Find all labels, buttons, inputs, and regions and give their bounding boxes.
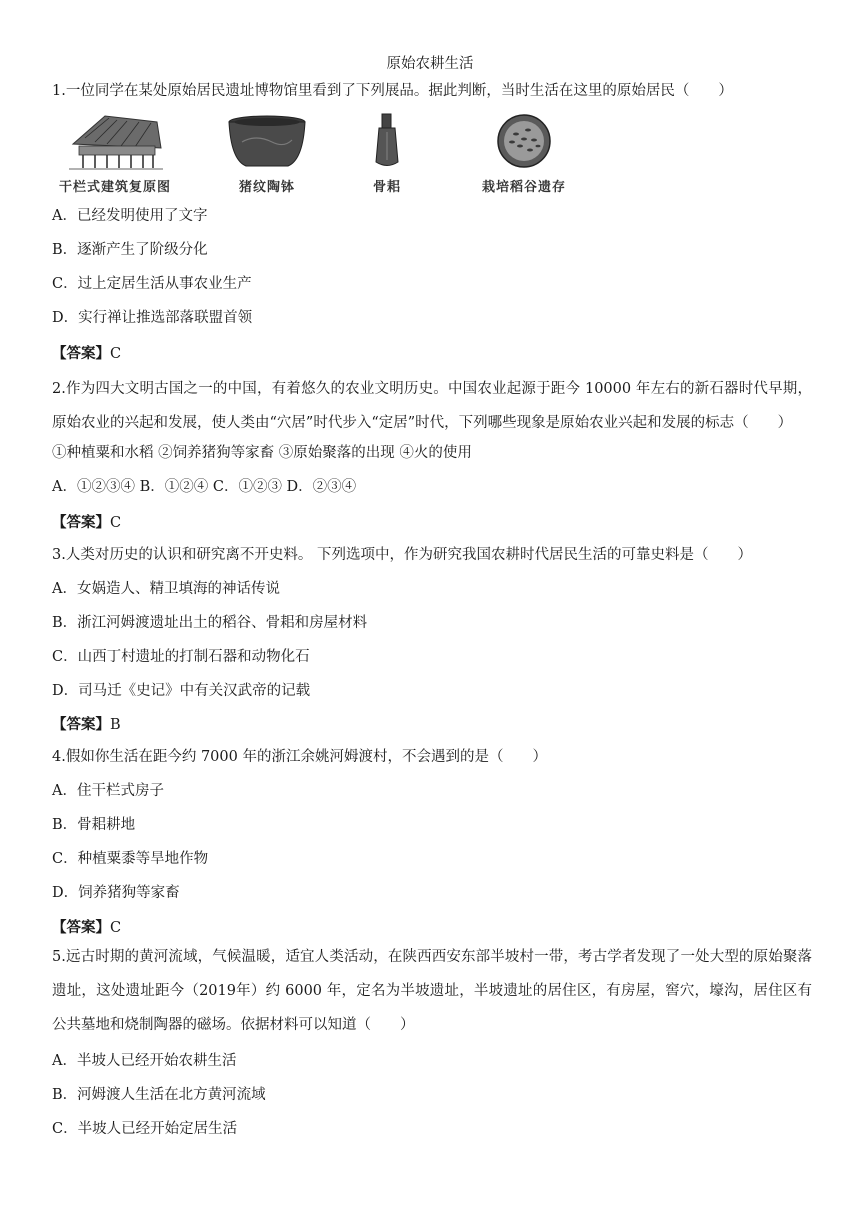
question-4-option-b: B．骨耜耕地 [52,817,136,833]
question-2-items: ①种植粟和水稻 ②饲养猪狗等家畜 ③原始聚落的出现 ④火的使用 [52,445,472,461]
rice-remains-icon [494,112,554,170]
figure-caption: 猪纹陶钵 [238,180,295,195]
rice-remains-figure [464,112,584,195]
question-3-option-d: D．司马迁《史记》中有关汉武帝的记载 [52,683,311,699]
pottery-bowl-figure [212,112,322,195]
pottery-bowl-icon [222,112,312,170]
question-3-option-c: C．山西丁村遗址的打制石器和动物化石 [52,649,310,665]
question-5-option-a: A．半坡人已经开始农耕生活 [52,1053,237,1069]
question-1-answer: 【答案】C [52,345,122,362]
question-2-options: A．①②③④ B．①②④ C．①②③ D．②③④ [52,479,357,495]
question-4-stem: 4.假如你生活在距今约 7000 年的浙江余姚河姆渡村，不会遇到的是（ ） [52,749,547,765]
question-4-option-c: C．种植粟黍等旱地作物 [52,851,209,867]
question-5-option-b: B．河姆渡人生活在北方黄河流域 [52,1087,266,1103]
question-2-answer: 【答案】C [52,514,122,531]
question-4-option-d: D．饲养猪狗等家畜 [52,885,180,901]
question-1-option-c: C．过上定居生活从事农业生产 [52,276,252,292]
question-3-stem: 3.人类对历史的认识和研究离不开史料。 下列选项中，作为研究我国农耕时代居民生活的可靠史料是（ ） [52,547,752,563]
question-4-option-a: A．住干栏式房子 [52,783,164,799]
page-title: 原始农耕生活 [386,56,474,72]
question-1-figures [52,112,592,194]
question-2-stem: 2.作为四大文明古国之一的中国，有着悠久的农业文明历史。中国农业起源于距今 10000 年左右的新石器时代早期，原始农业的兴起和发展，使人类由“穴居”时代步入“定居”时代，下列哪些现象是原始农业兴起和发展的标志（ ） [52,381,812,431]
figure-caption: 骨耜 [372,180,401,195]
question-1-option-a: A．已经发明使用了文字 [52,208,208,224]
figure-caption: 干栏式建筑复原图 [58,180,171,195]
question-5-stem: 5.远古时期的黄河流域，气候温暖，适宜人类活动，在陕西西安东部半坡村一带，考古学者发现了一处大型的原始聚落遗址，这处遗址距今（2019年）约 6000 年，定名为半坡遗址，半坡遗址的居住区，有房屋，窖穴，壕沟，居住区有公共墓地和烧制陶器的磁场。依据材料可以知道（ ） [52,949,812,1033]
question-3-answer: 【答案】B [52,716,121,733]
bone-spade-icon [367,112,407,170]
stilt-house-figure [52,112,178,195]
question-5-option-c: C．半坡人已经开始定居生活 [52,1121,238,1137]
question-3-option-b: B．浙江河姆渡遗址出土的稻谷、骨耜和房屋材料 [52,615,368,631]
stilt-house-icon [65,112,165,170]
question-4-answer: 【答案】C [52,919,122,936]
figure-caption: 栽培稻谷遗存 [481,180,566,195]
bone-spade-figure [352,112,422,195]
question-1-option-b: B．逐渐产生了阶级分化 [52,242,208,258]
question-1-stem: 1.一位同学在某处原始居民遗址博物馆里看到了下列展品。据此判断，当时生活在这里的原始居民（ ） [52,83,733,99]
question-1-option-d: D．实行禅让推选部落联盟首领 [52,310,253,326]
question-3-option-a: A．女娲造人、精卫填海的神话传说 [52,581,280,597]
